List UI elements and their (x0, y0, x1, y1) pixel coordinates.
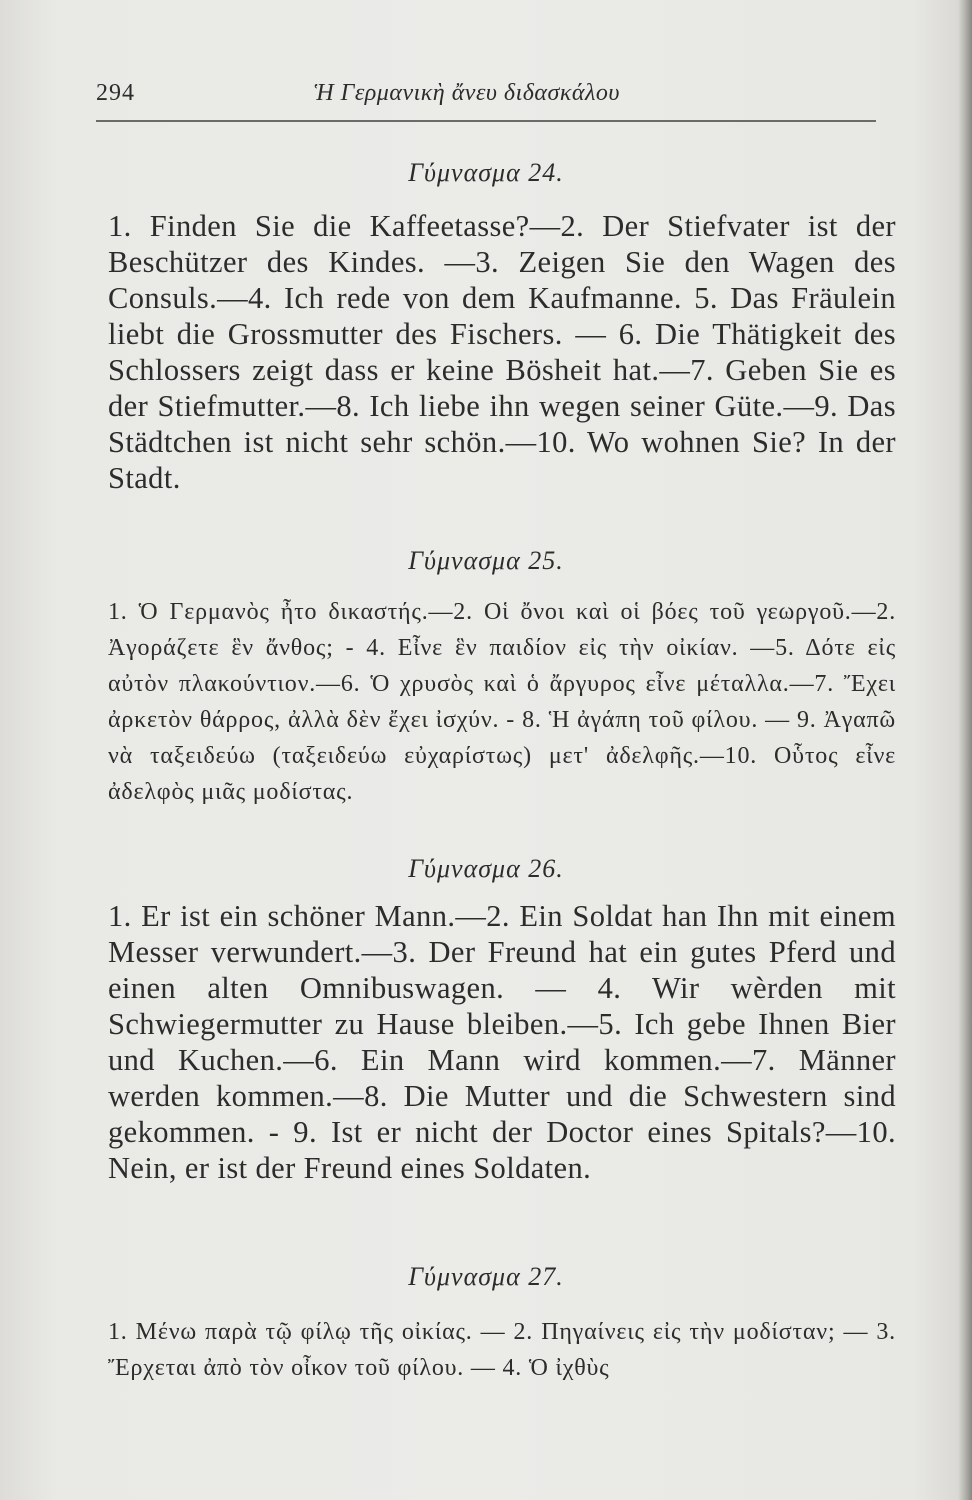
page-number: 294 (96, 80, 135, 106)
header-rule (96, 120, 876, 122)
exercise-27-heading: Γύμνασμα 27. (408, 1262, 564, 1291)
exercise-24-heading: Γύμνασμα 24. (408, 158, 564, 187)
exercise-24-text: 1. Finden Sie die Kaffeetasse?—2. Der Stiefvater ist der Beschützer des Kindes. —3. Zeigen Sie den Wagen des Consuls.—4. Ich rede von dem Kaufmanne. 5. Das Fräulein liebt die Grossmutter des Fischers. — 6. Die Thätigkeit des Schlossers zeigt dass er keine Bösheit hat.—7. Geben Sie es der Stiefmutter.—8. Ich liebe ihn wegen seiner Güte.—9. Das Städtchen ist nicht sehr schön.—10. Wo wohnen Sie? In der Stadt. (108, 209, 896, 495)
exercise-25-heading: Γύμνασμα 25. (408, 546, 564, 575)
page-header (96, 80, 876, 114)
exercise-25-text: 1. Ὁ Γερμανὸς ἦτο δικαστής.—2. Οἱ ὄνοι καὶ οἱ βόες τοῦ γεωργοῦ.—2. Ἀγοράζετε ἓν ἄνθος; - 4. Εἶνε ἓν παιδίον εἰς τὴν οἰκίαν. —5. Δότε εἰς αὐτὸν πλακούντιον.—6. Ὁ χρυσὸς καὶ ὁ ἄργυρος εἶνε μέταλλα.—7. Ἔχει ἀρκετὸν θάρρος, ἀλλὰ δὲν ἔχει ἰσχύν. - 8. Ἡ ἀγάπη τοῦ φίλου. — 9. Ἀγαπῶ νὰ ταξειδεύω (ταξειδεύω εὐχαρίστως) μετ' ἀδελφῆς.—10. Οὗτος εἶνε ἀδελφὸς μιᾶς μοδίστας. (108, 599, 896, 805)
exercise-26-text: 1. Er ist ein schöner Mann.—2. Ein Soldat han Ihn mit einem Messer verwundert.—3. Der Freund hat ein gutes Pferd und einen alten Omnibuswagen. — 4. Wir wèrden mit Schwiegermutter zu Hause bleiben.—5. Ich gebe Ihnen Bier und Kuchen.—6. Ein Mann wird kommen.—7. Männer werden kommen.—8. Die Mutter und die Schwestern sind gekommen. - 9. Ist er nicht der Doctor eines Spitals?—10. Nein, er ist der Freund eines Soldaten. (108, 899, 896, 1185)
exercise-27-text: 1. Μένω παρὰ τῷ φίλῳ τῆς οἰκίας. — 2. Πηγαίνεις εἰς τὴν μοδίσταν; — 3. Ἔρχεται ἀπὸ τὸν οἶκον τοῦ φίλου. — 4. Ὁ ἰχθὺς (108, 1319, 896, 1381)
exercise-26-heading: Γύμνασμα 26. (408, 854, 564, 883)
running-title: Ἡ Γερμανικὴ ἄνευ διδασκάλου (314, 80, 620, 106)
